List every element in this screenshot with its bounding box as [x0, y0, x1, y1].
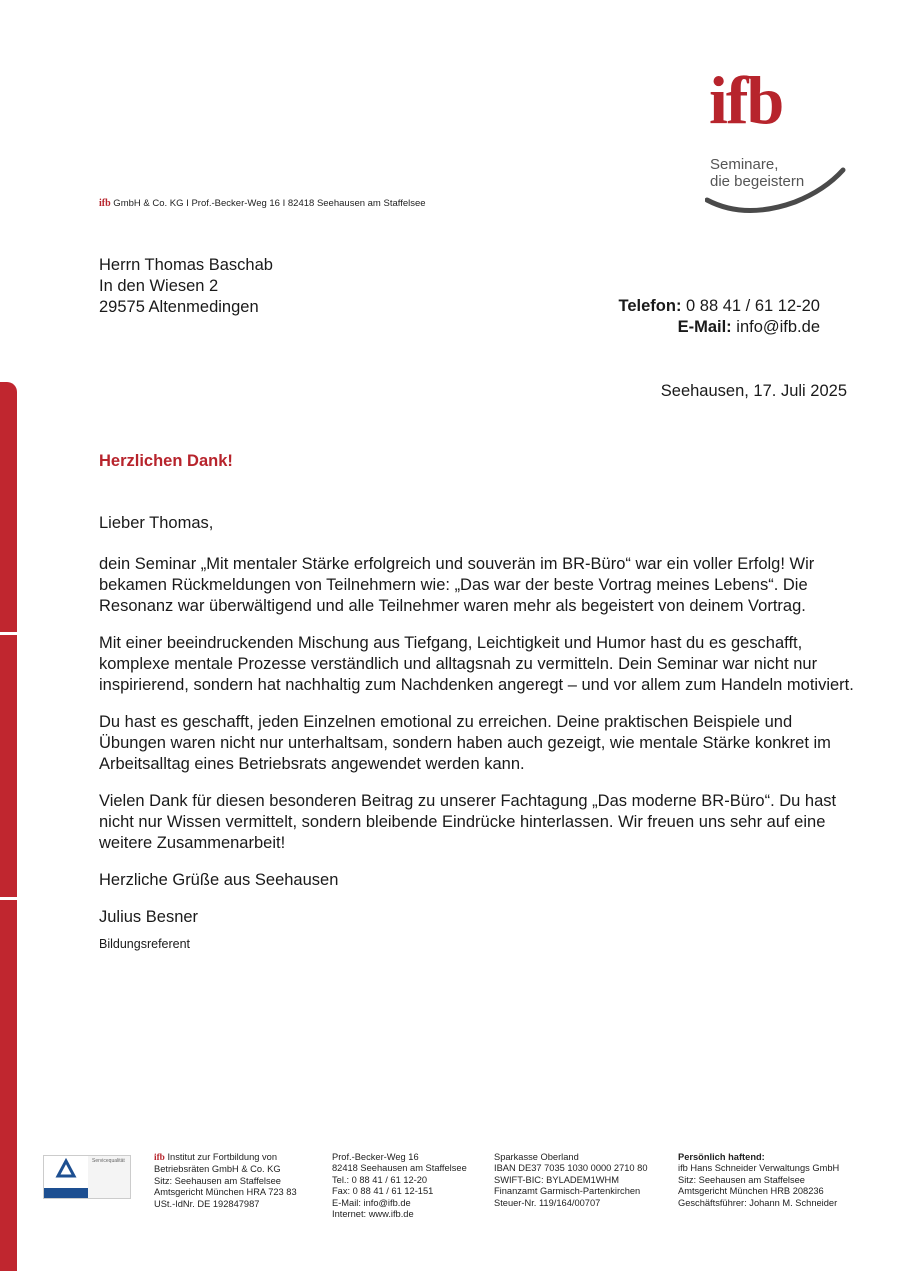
recipient-address [99, 255, 273, 318]
footer-bank-line4: Finanzamt Garmisch-Partenkirchen [494, 1186, 641, 1197]
tuv-seal-logo [44, 1156, 88, 1198]
contact-phone [619, 296, 821, 317]
letter-subject: Herzlichen Dank! [99, 452, 233, 470]
paragraph-3: Du hast es geschafft, jeden Einzelnen emotional zu erreichen. Deine praktischen Beispiele und Übungen waren nicht nur unterhaltsam, sondern haben auch gezeigt, wie mentale Stärke konkret im Arbeitsalltag eines Betriebsrats angewendet werden kann. [99, 713, 831, 773]
letter-date: Seehausen, 17. Juli 2025 [660, 382, 847, 400]
footer-company-line4: Amtsgericht München HRA 723 83 [154, 1187, 297, 1198]
contact-block [619, 296, 821, 338]
footer-address-line3: Tel.: 0 88 41 / 61 12-20 [332, 1174, 428, 1185]
footer-address-line2: 82418 Seehausen am Staffelsee [332, 1163, 467, 1174]
sender-brand: ifb [99, 198, 111, 209]
ifb-logo [705, 62, 850, 217]
recipient-name: Herrn Thomas Baschab [99, 256, 273, 274]
logo-tagline-line1: Seminare, [710, 156, 779, 173]
email-value: info@ifb.de [736, 318, 820, 336]
footer-bank-line3: SWIFT-BIC: BYLADEM1WHM [494, 1174, 619, 1185]
side-bar-bottom [0, 900, 17, 1271]
closing: Herzliche Grüße aus Seehausen [99, 871, 339, 889]
footer-address-line4: Fax: 0 88 41 / 61 12-151 [332, 1186, 434, 1197]
footer-company-line5: USt.-IdNr. DE 192847987 [154, 1198, 260, 1209]
side-bar-middle [0, 635, 17, 897]
footer-liability [678, 1152, 839, 1209]
tuv-certification-seal [43, 1155, 131, 1199]
tuv-seal-label: Servicequalität [92, 1158, 125, 1164]
logo-swoosh-icon [705, 166, 850, 216]
footer-bank-line1: Sparkasse Oberland [494, 1152, 579, 1162]
side-bar-top [0, 382, 17, 632]
letter-body [99, 513, 859, 955]
logo-tagline-line2: die begeistern [710, 173, 805, 190]
paragraph-2: Mit einer beeindruckenden Mischung aus Tiefgang, Leichtigkeit und Humor hast du es geschafft, komplexe mentale Prozesse verständlich und alltagsnah zu vermitteln. Dein Seminar war nicht nur inspirierend, sondern hat nachhaltig zum Nachdenken angeregt – und vor allem zum Handeln motiviert. [99, 634, 854, 694]
footer-company [154, 1152, 297, 1210]
footer-company-line2: Betriebsräten GmbH & Co. KG [154, 1164, 281, 1175]
logo-wordmark: ifb [709, 62, 783, 138]
salutation: Lieber Thomas, [99, 514, 214, 532]
contact-email [619, 317, 821, 338]
paragraph-4: Vielen Dank für diesen besonderen Beitrag zu unserer Fachtagung „Das moderne BR-Büro“. Du hast nicht nur Wissen vermittelt, sondern bleibende Eindrücke hinterlassen. Wir freuen uns sehr auf eine weitere Zusammenarbeit! [99, 792, 837, 852]
footer-company-line1 [154, 1152, 297, 1164]
tuv-triangle-icon [44, 1156, 88, 1188]
phone-label: Telefon: [618, 297, 682, 315]
sender-address: GmbH & Co. KG I Prof.-Becker-Weg 16 I 82418 Seehausen am Staffelsee [110, 198, 426, 209]
signer-name: Julius Besner [99, 908, 199, 926]
recipient-city: 29575 Altenmedingen [99, 298, 259, 316]
email-label: E-Mail: [677, 318, 732, 336]
footer-company-name: Institut zur Fortbildung von [164, 1152, 277, 1162]
footer-liability-line4: Geschäftsführer: Johann M. Schneider [678, 1197, 838, 1208]
phone-value: 0 88 41 / 61 12-20 [686, 297, 820, 315]
footer-address-line6: Internet: www.ifb.de [332, 1209, 414, 1220]
footer-bank [494, 1152, 648, 1209]
footer-brand: ifb [154, 1153, 165, 1163]
footer-liability-line2: Sitz: Seehausen am Staffelsee [678, 1174, 805, 1185]
signer-role: Bildungsreferent [99, 937, 191, 951]
footer-company-line3: Sitz: Seehausen am Staffelsee [154, 1175, 281, 1186]
footer-liability-line1: ifb Hans Schneider Verwaltungs GmbH [678, 1163, 840, 1174]
footer-bank-line5: Steuer-Nr. 119/164/00707 [494, 1197, 601, 1208]
sender-line [99, 198, 426, 209]
footer-address [332, 1152, 467, 1220]
recipient-street: In den Wiesen 2 [99, 277, 219, 295]
footer-liability-line3: Amtsgericht München HRB 208236 [678, 1186, 824, 1197]
footer-address-line5: E-Mail: info@ifb.de [332, 1197, 411, 1208]
footer-bank-line2: IBAN DE37 7035 1030 0000 2710 80 [494, 1163, 648, 1174]
tuv-seal-band [44, 1188, 88, 1198]
footer-address-line1: Prof.-Becker-Weg 16 [332, 1152, 419, 1162]
paragraph-1: dein Seminar „Mit mentaler Stärke erfolgreich und souverän im BR-Büro“ war ein voller Erfolg! Wir bekamen Rückmeldungen von Teilnehmern wie: „Das war der beste Vortrag meines Lebens“. Die Resonanz war überwältigend und alle Teilnehmer waren mehr als begeistert von deinem Vortrag. [99, 555, 815, 615]
footer-liability-heading: Persönlich haftend: [678, 1152, 765, 1162]
